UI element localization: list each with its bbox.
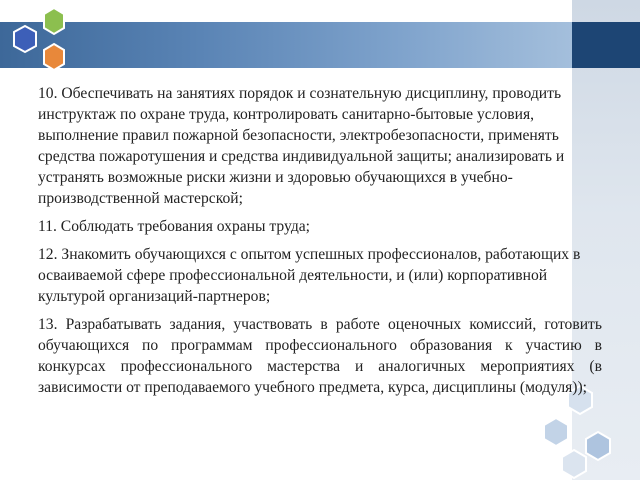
slide-body [38,83,602,405]
header-band [0,22,572,68]
hexagon-light-icon [586,432,610,460]
hexagon-light-icon [562,450,586,478]
paragraph-item-10: 10. Обеспечивать на занятиях порядок и сознательную дисциплину, проводить инструктаж по охране труда, контролировать санитарно-бытовые условия, выполнение правил пожарной безопасности, электробезопасности, применять средства пожаротушения и средства индивидуальной защиты; анализировать и устранять возможные риски жизни и здоровью обучающихся в учебно-производственной мастерской; [38,85,565,207]
hexagon-blue-icon [14,26,36,52]
paragraph-item-13: 13. Разрабатывать задания, участвовать в работе оценочных комиссий, готовить обучающихся по программам профессионального образования к участию в конкурсах профессионального мастерства и аналогичных мероприятиях (в зависимости от преподаваемого учебного предмета, курса, дисциплины (модуля)); [38,316,602,396]
header-band-dark-block [572,22,640,68]
hexagon-light-icon [544,418,568,446]
hexagon-logo-icon [0,0,80,80]
paragraph-item-11: 11. Соблюдать требования охраны труда; [38,218,311,235]
hexagon-green-icon [44,8,64,34]
hexagon-orange-icon [44,44,64,70]
paragraph-item-12: 12. Знакомить обучающихся с опытом успешных профессионалов, работающих в осваиваемой сфере профессиональной деятельности, и (или) корпоративной культурой организаций-партнеров; [38,246,581,305]
